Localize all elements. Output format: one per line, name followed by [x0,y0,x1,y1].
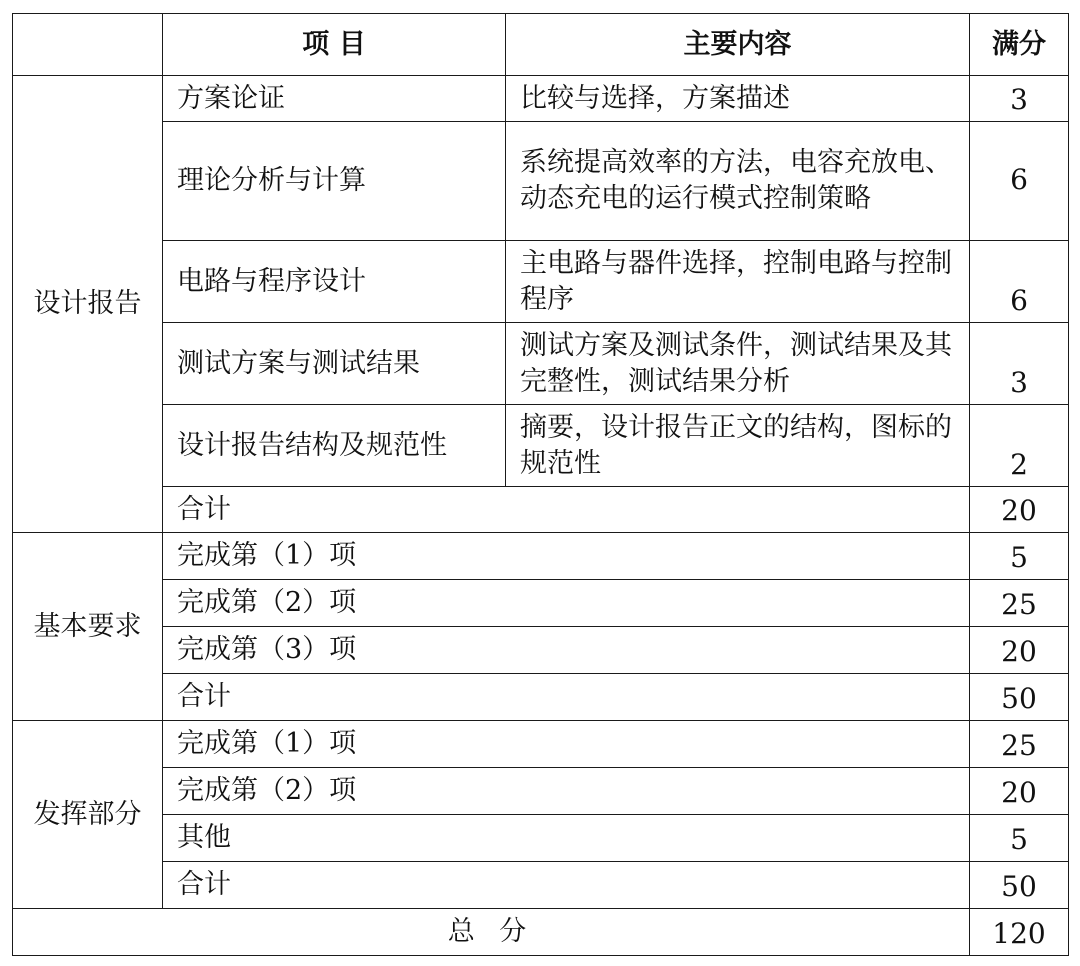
points-cell: 25 [970,721,1069,768]
item-cell: 完成第（1）项 [163,721,970,768]
item-cell: 完成第（1）项 [163,533,970,580]
item-cell: 设计报告结构及规范性 [163,405,506,487]
item-cell: 完成第（2）项 [163,768,970,815]
scoring-table [12,13,1069,956]
content-cell: 摘要，设计报告正文的结构，图标的规范性 [506,405,970,487]
content-cell: 比较与选择，方案描述 [506,76,970,122]
points-cell: 3 [970,323,1069,405]
content-cell: 测试方案及测试条件，测试结果及其完整性，测试结果分析 [506,323,970,405]
category-design-report: 设计报告 [13,76,163,533]
header-item: 项 目 [163,14,506,76]
points-cell: 2 [970,405,1069,487]
points-cell: 20 [970,627,1069,674]
content-cell: 主电路与器件选择，控制电路与控制程序 [506,241,970,323]
points-cell: 6 [970,122,1069,241]
item-cell: 完成第（3）项 [163,627,970,674]
points-cell: 25 [970,580,1069,627]
table-row [13,768,1069,815]
subtotal-row [13,487,1069,533]
subtotal-label: 合计 [163,674,970,721]
header-content: 主要内容 [506,14,970,76]
subtotal-points: 50 [970,862,1069,909]
table-row [13,405,1069,487]
table-row [13,76,1069,122]
item-cell: 方案论证 [163,76,506,122]
table-row [13,815,1069,862]
subtotal-row [13,674,1069,721]
category-basic: 基本要求 [13,533,163,721]
subtotal-points: 50 [970,674,1069,721]
subtotal-label: 合计 [163,862,970,909]
points-cell: 6 [970,241,1069,323]
subtotal-row [13,862,1069,909]
subtotal-points: 20 [970,487,1069,533]
total-row [13,909,1069,956]
content-cell: 系统提高效率的方法，电容充放电、动态充电的运行模式控制策略 [506,122,970,241]
points-cell: 3 [970,76,1069,122]
table-row [13,241,1069,323]
item-cell: 测试方案与测试结果 [163,323,506,405]
subtotal-label: 合计 [163,487,970,533]
table-row [13,122,1069,241]
header-row [13,14,1069,76]
points-cell: 5 [970,815,1069,862]
table-row [13,580,1069,627]
total-points: 120 [970,909,1069,956]
table-row [13,721,1069,768]
item-cell: 完成第（2）项 [163,580,970,627]
item-cell: 电路与程序设计 [163,241,506,323]
table-row [13,627,1069,674]
header-points: 满分 [970,14,1069,76]
header-corner [13,14,163,76]
item-cell: 其他 [163,815,970,862]
points-cell: 20 [970,768,1069,815]
table-row [13,533,1069,580]
points-cell: 5 [970,533,1069,580]
item-cell: 理论分析与计算 [163,122,506,241]
total-label: 总 分 [13,909,970,956]
category-advanced: 发挥部分 [13,721,163,909]
table-row [13,323,1069,405]
